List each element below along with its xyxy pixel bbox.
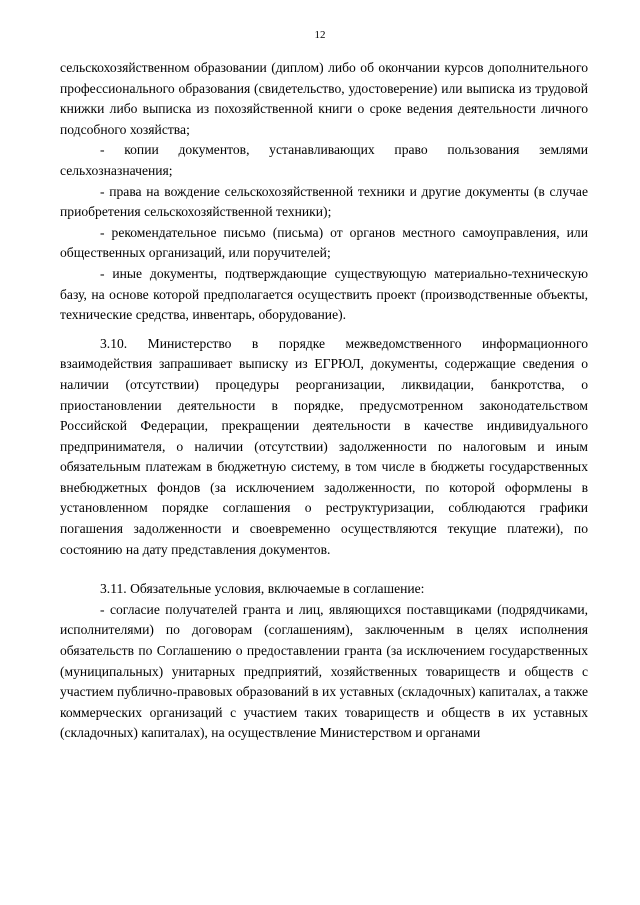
paragraph-consent-condition: - согласие получателей гранта и лиц, являющихся поставщиками (подрядчиками, исполнителями) по договорам (соглашениям), заключенным в целях исполнения обязательств по Соглашению о предоставлении гранта (за исключением государственных (муниципальных) унитарных предприятий, хозяйственных товариществ и обществ с участием публично-правовых образований в их уставных (складочных) капиталах, а также коммерческих организаций с участием таких товариществ и обществ в их уставных (складочных) капиталах), на осуществление Министерством и органами [60, 601, 588, 741]
paragraph-section-3-11-heading: 3.11. Обязательные условия, включаемые в соглашение: [100, 581, 425, 597]
paragraph-driving-rights: - права на вождение сельскохозяйственной техники и другие документы (в случае приобретения сельскохозяйственной техники); [60, 183, 588, 220]
paragraph-recommendation-letter: - рекомендательное письмо (письма) от органов местного самоуправления, или общественных организаций, или поручителей; [60, 224, 588, 261]
paragraph-education-documents: сельскохозяйственном образовании (диплом) либо об окончании курсов дополнительного профессионального образования (свидетельство, удостоверение) или выписка из трудовой книжки либо выписка из похозяйственной книги о сроке ведения деятельности личного подсобного хозяйства; [60, 60, 588, 137]
document-body [60, 58, 588, 744]
paragraph-land-documents: - копии документов, устанавливающих право пользования землями сельхозназначения; [60, 142, 588, 178]
page-number: 12 [314, 29, 326, 41]
paragraph-section-3-10: 3.10. Министерство в порядке межведомственного информационного взаимодействия запрашивает выписку из ЕГРЮЛ, документы, содержащие сведения о наличии (отсутствии) процедуры реорганизации, ликвидации, банкротства, о приостановлении деятельности в порядке, предусмотренном законодательством Российской Федерации, прекращении деятельности в качестве индивидуального предпринимателя, о наличии (отсутствии) задолженности по налоговым и иным обязательным платежам в бюджетную систему, в том числе в бюджеты государственных внебюджетных фондов (за исключением задолженности, по которой оформлены в установленном порядке соглашения о реструктуризации, соблюдаются графики погашения задолженности и своевременно осуществляются текущие платежи), по состоянию на дату представления документов. [60, 335, 588, 557]
paragraph-other-documents: - иные документы, подтверждающие существующую материально-техническую базу, на основе которой предполагается осуществить проект (производственные объекты, технические средства, инвентарь, оборудование). [60, 265, 588, 323]
